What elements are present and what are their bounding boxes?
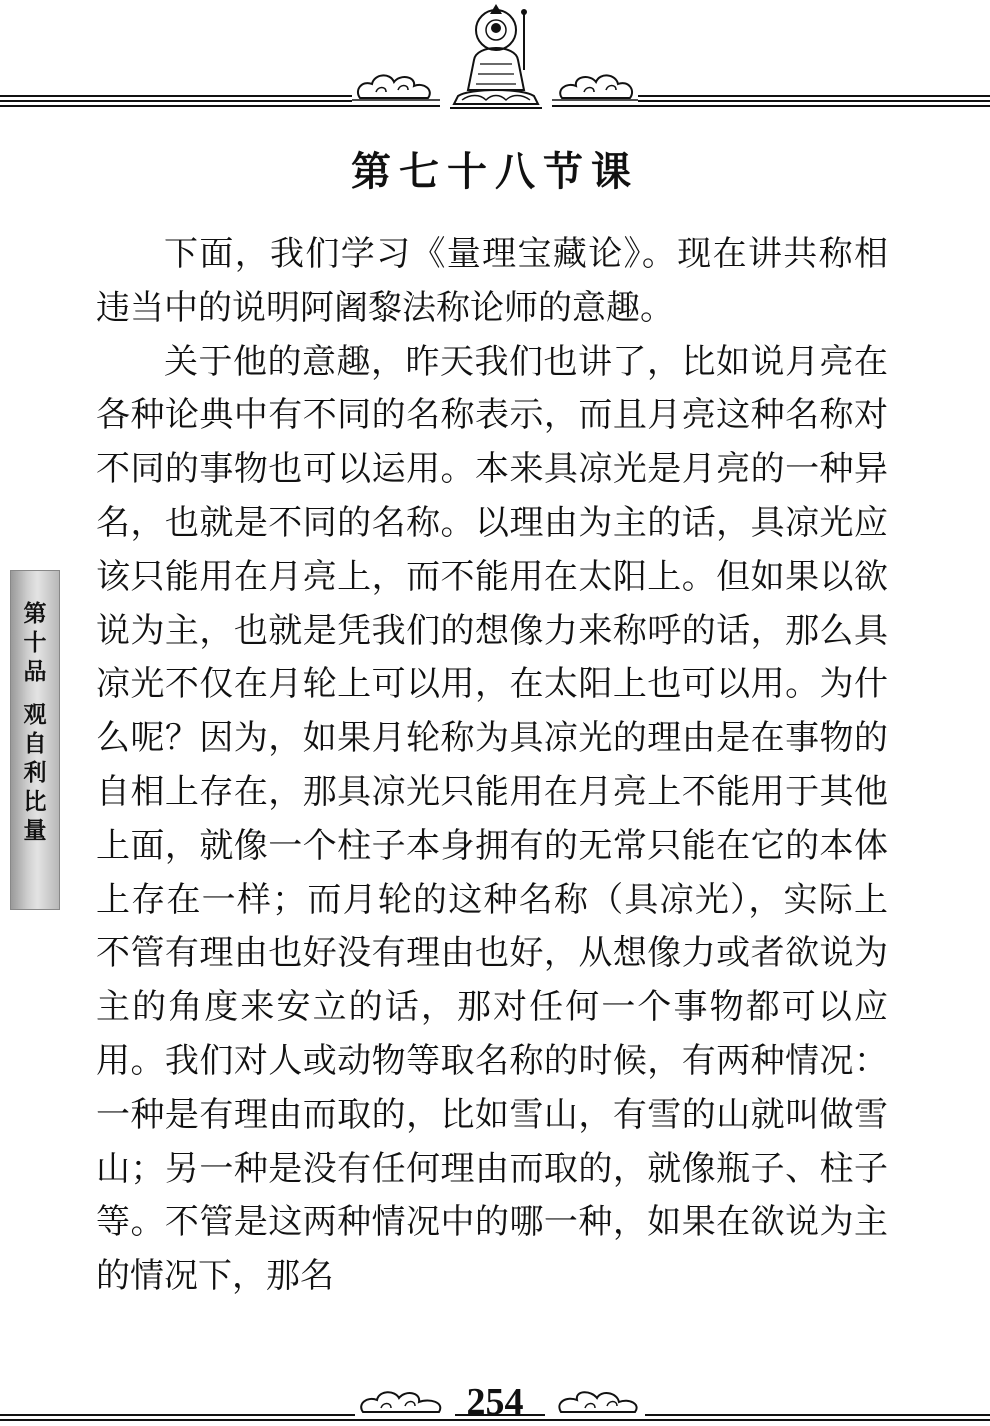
side-tab-char: 观 — [23, 701, 47, 728]
side-tab-char: 十 — [23, 629, 47, 656]
page-number: 254 — [466, 1381, 524, 1423]
lesson-title: 第七十八节课 — [351, 148, 639, 195]
side-tab-char: 品 — [23, 658, 47, 685]
side-tab-char: 比 — [23, 788, 47, 815]
padmasambhava-emblem-icon — [440, 0, 552, 112]
cloud-ornament-icon — [548, 70, 638, 104]
cloud-ornament-icon — [352, 70, 442, 104]
side-tab-char: 第 — [23, 600, 47, 627]
body-text — [96, 228, 888, 1304]
paragraph: 下面，我们学习《量理宝藏论》。现在讲共称相违当中的说明阿阇黎法称论师的意趣。 — [96, 234, 888, 328]
side-tab-char: 量 — [23, 817, 47, 844]
chapter-side-tab — [10, 570, 60, 910]
paragraph: 关于他的意趣，昨天我们也讲了，比如说月亮在各种论典中有不同的名称表示，而且月亮这种名称对不同的事物也可以运用。本来具凉光是月亮的一种异名，也就是不同的名称。以理由为主的话，具凉光应该只能用在月亮上，而不能用在太阳上。但如果以欲说为主，也就是凭我们的想像力来称呼的话，那么具凉光不仅在月轮上可以用，在太阳上也可以用。为什么呢？因为，如果月轮称为具凉光的理由是在事物的自相上存在，那具凉光只能用在月亮上不能用于其他上面，就像一个柱子本身拥有的无常只能在它的本体上存在一样；而月轮的这种名称（具凉光），实际上不管有理由也好没有理由也好，从想像力或者欲说为主的角度来安立的话，那对任何一个事物都可以应用。我们对人或动物等取名称的时候，有两种情况：一种是有理由而取的，比如雪山，有雪的山就叫做雪山；另一种是没有任何理由而取的，就像瓶子、柱子等。不管是这两种情况中的哪一种，如果在欲说为主的情况下，那名 — [96, 341, 888, 1297]
side-tab-char: 利 — [23, 759, 47, 786]
side-tab-char: 自 — [23, 730, 47, 757]
